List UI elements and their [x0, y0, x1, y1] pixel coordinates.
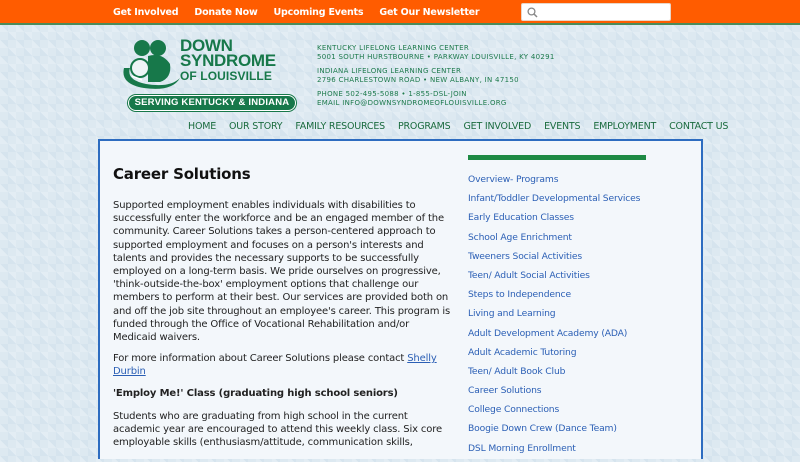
sidebar-item-overview-programs[interactable]: Overview- Programs	[468, 174, 559, 185]
sidebar-item-boogie-down-crew[interactable]: Boogie Down Crew (Dance Team)	[468, 423, 617, 435]
main-nav	[188, 121, 728, 132]
search-icon	[527, 7, 538, 18]
sidebar-item-early-education[interactable]: Early Education Classes	[468, 212, 574, 224]
utility-nav	[113, 0, 495, 25]
sidebar-item-tweeners[interactable]: Tweeners Social Activities	[468, 250, 583, 262]
sidebar-item-steps-independence[interactable]: Steps to Independence	[468, 289, 571, 301]
logo-wordmark: DOWN SYNDROME OF LOUISVILLE	[180, 36, 276, 83]
contact-paragraph: For more information about Career Solutions please contact Shelly Durbin	[113, 353, 437, 378]
class-paragraph: Students who are graduating from high school in the current academic year are encouraged to attend this weekly class. Six core employable skills (enthusiasm/attitude, communication skills,	[113, 410, 442, 449]
nav-home[interactable]: HOME	[188, 121, 217, 132]
contact-info	[317, 44, 555, 107]
email-info: EMAIL INFO@DOWNSYNDROMEOFLOUISVILLE.ORG	[317, 98, 507, 107]
ky-center-name: KENTUCKY LIFELONG LEARNING CENTER	[317, 44, 470, 52]
sidebar-item-school-age[interactable]: School Age Enrichment	[468, 231, 572, 243]
sidebar-item-college-connections[interactable]: College Connections	[468, 404, 560, 416]
search-box[interactable]	[521, 3, 671, 21]
in-center-name: INDIANA LIFELONG LEARNING CENTER	[317, 67, 462, 75]
ky-center-address: 5001 SOUTH HURSTBOURNE • PARKWAY LOUISVILLE, KY 40291	[317, 52, 555, 61]
sidebar-item-infant-toddler[interactable]: Infant/Toddler Developmental Services	[468, 193, 641, 205]
page-title: Career Solutions	[113, 165, 251, 183]
sidebar-item-living-learning[interactable]: Living and Learning	[468, 308, 556, 320]
section-subheading: 'Employ Me!' Class (graduating high school seniors)	[113, 387, 398, 399]
top-link-donate-now[interactable]: Donate Now	[194, 7, 258, 18]
in-center-address: 2796 CHARLESTOWN ROAD • NEW ALBANY, IN 47150	[317, 75, 519, 84]
sidebar-accent-bar	[468, 155, 646, 160]
nav-family-resources[interactable]: FAMILY RESOURCES	[295, 121, 385, 132]
programs-sidebar	[468, 155, 658, 462]
sidebar-item-book-club[interactable]: Teen/ Adult Book Club	[468, 365, 566, 377]
main-content	[113, 165, 453, 457]
phone-info: PHONE 502-495-5088 • 1-855-DSL-JOIN	[317, 90, 467, 98]
nav-programs[interactable]: PROGRAMS	[398, 121, 451, 132]
nav-contact-us[interactable]: CONTACT US	[669, 121, 729, 132]
top-link-newsletter[interactable]: Get Our Newsletter	[379, 7, 480, 18]
contact-link-shelly-durbin[interactable]: Shelly Durbin	[113, 353, 437, 378]
nav-our-story[interactable]: OUR STORY	[229, 121, 283, 132]
sidebar-item-academic-tutoring[interactable]: Adult Academic Tutoring	[468, 346, 577, 358]
sidebar-item-teen-adult-social[interactable]: Teen/ Adult Social Activities	[468, 269, 590, 281]
search-input[interactable]	[542, 5, 670, 21]
site-logo[interactable]	[118, 38, 298, 112]
logo-tagline-badge: SERVING KENTUCKY & INDIANA	[128, 95, 296, 111]
sidebar-item-career-solutions[interactable]: Career Solutions	[468, 385, 542, 397]
sidebar-item-ada[interactable]: Adult Development Academy (ADA)	[468, 327, 628, 339]
sidebar-item-morning-enrollment[interactable]: DSL Morning Enrollment	[468, 442, 576, 454]
logo-figures-icon	[118, 38, 182, 96]
top-bar	[0, 0, 800, 25]
nav-employment[interactable]: EMPLOYMENT	[593, 121, 657, 132]
top-link-upcoming-events[interactable]: Upcoming Events	[273, 7, 364, 18]
intro-paragraph: Supported employment enables individuals with disabilities to successfully enter the workforce and be an engaged member of the community. Career Solutions takes a person-centered approach to supported employment and focuses on a person's interests and talents and provides the necessary supports to be successfully employed on a long-term basis. We pride ourselves on progressive, 'think-outside-the-box' employment options that challenge our members to perform at their best. Our services are provided both on and off the job site throughout an employee's career. This program is funded through the Office of Vocational Rehabilitation and/or Medicaid waivers.	[113, 200, 451, 344]
top-link-get-involved[interactable]: Get Involved	[113, 7, 179, 18]
nav-get-involved[interactable]: GET INVOLVED	[463, 121, 532, 132]
nav-events[interactable]: EVENTS	[544, 121, 581, 132]
